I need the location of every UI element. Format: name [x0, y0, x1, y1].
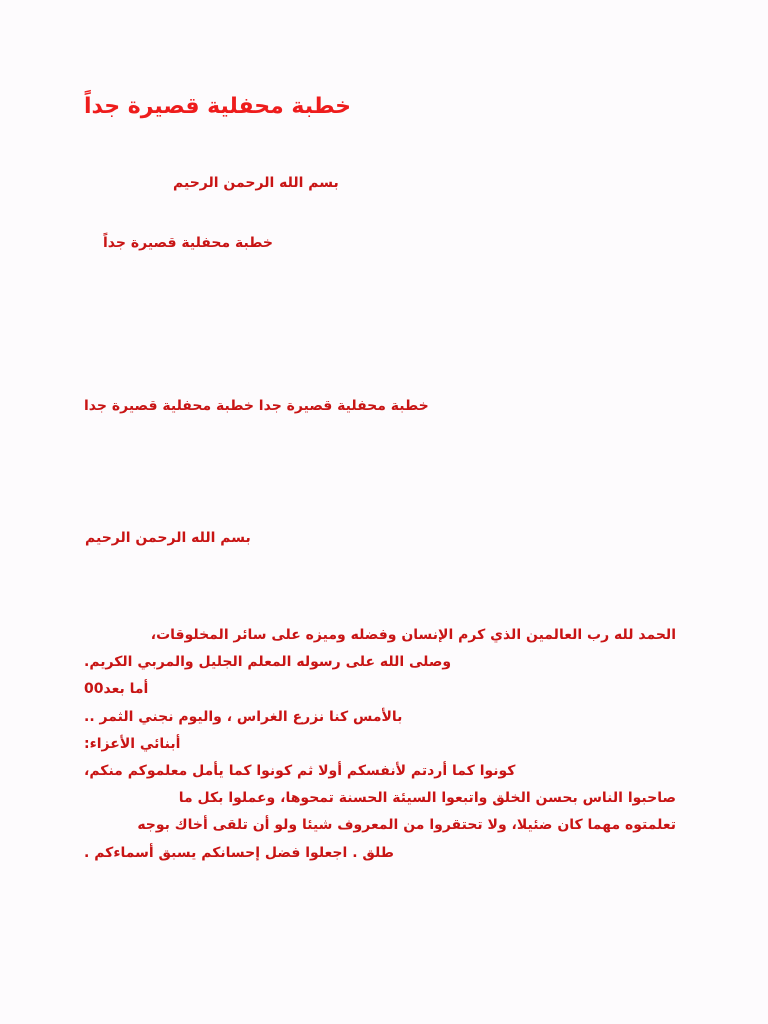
- body-line: أبنائي الأعزاء:: [84, 735, 181, 752]
- body-line: طلق . اجعلوا فضل إحسانكم يسبق أسماءكم .: [84, 844, 394, 861]
- repeated-title-heading: خطبة محفلية قصيرة جدا خطبة محفلية قصيرة جدا: [84, 398, 429, 414]
- body-line: كونوا كما أردتم لأنفسكم أولا ثم كونوا كما يأمل معلموكم منكم،: [84, 763, 516, 780]
- subtitle-heading: خطبة محفلية قصيرة جداً: [103, 235, 273, 251]
- body-line: تعلمتوه مهما كان ضئيلا، ولا تحتقروا من المعروف شيئا ولو أن تلقى أخاك بوجه: [137, 817, 676, 834]
- body-line: الحمد لله رب العالمين الذي كرم الإنسان وفضله وميزه على سائر المخلوقات،: [150, 627, 676, 643]
- body-line: صاحبوا الناس بحسن الخلق واتبعوا السيئة الحسنة تمحوها، وعملوا بكل ما: [178, 790, 676, 807]
- body-line: أما بعد00: [84, 681, 149, 698]
- body-line: وصلى الله على رسوله المعلم الجليل والمربي الكريم.: [84, 654, 452, 671]
- speech-body: [84, 622, 676, 867]
- body-line: بالأمس كنا نزرع الغراس ، واليوم نجني الثمر ..: [84, 708, 403, 725]
- page-title: خطبة محفلية قصيرة جداً: [84, 94, 352, 119]
- basmala-heading-second: بسم الله الرحمن الرحيم: [85, 530, 251, 546]
- basmala-heading: بسم الله الرحمن الرحيم: [173, 175, 339, 191]
